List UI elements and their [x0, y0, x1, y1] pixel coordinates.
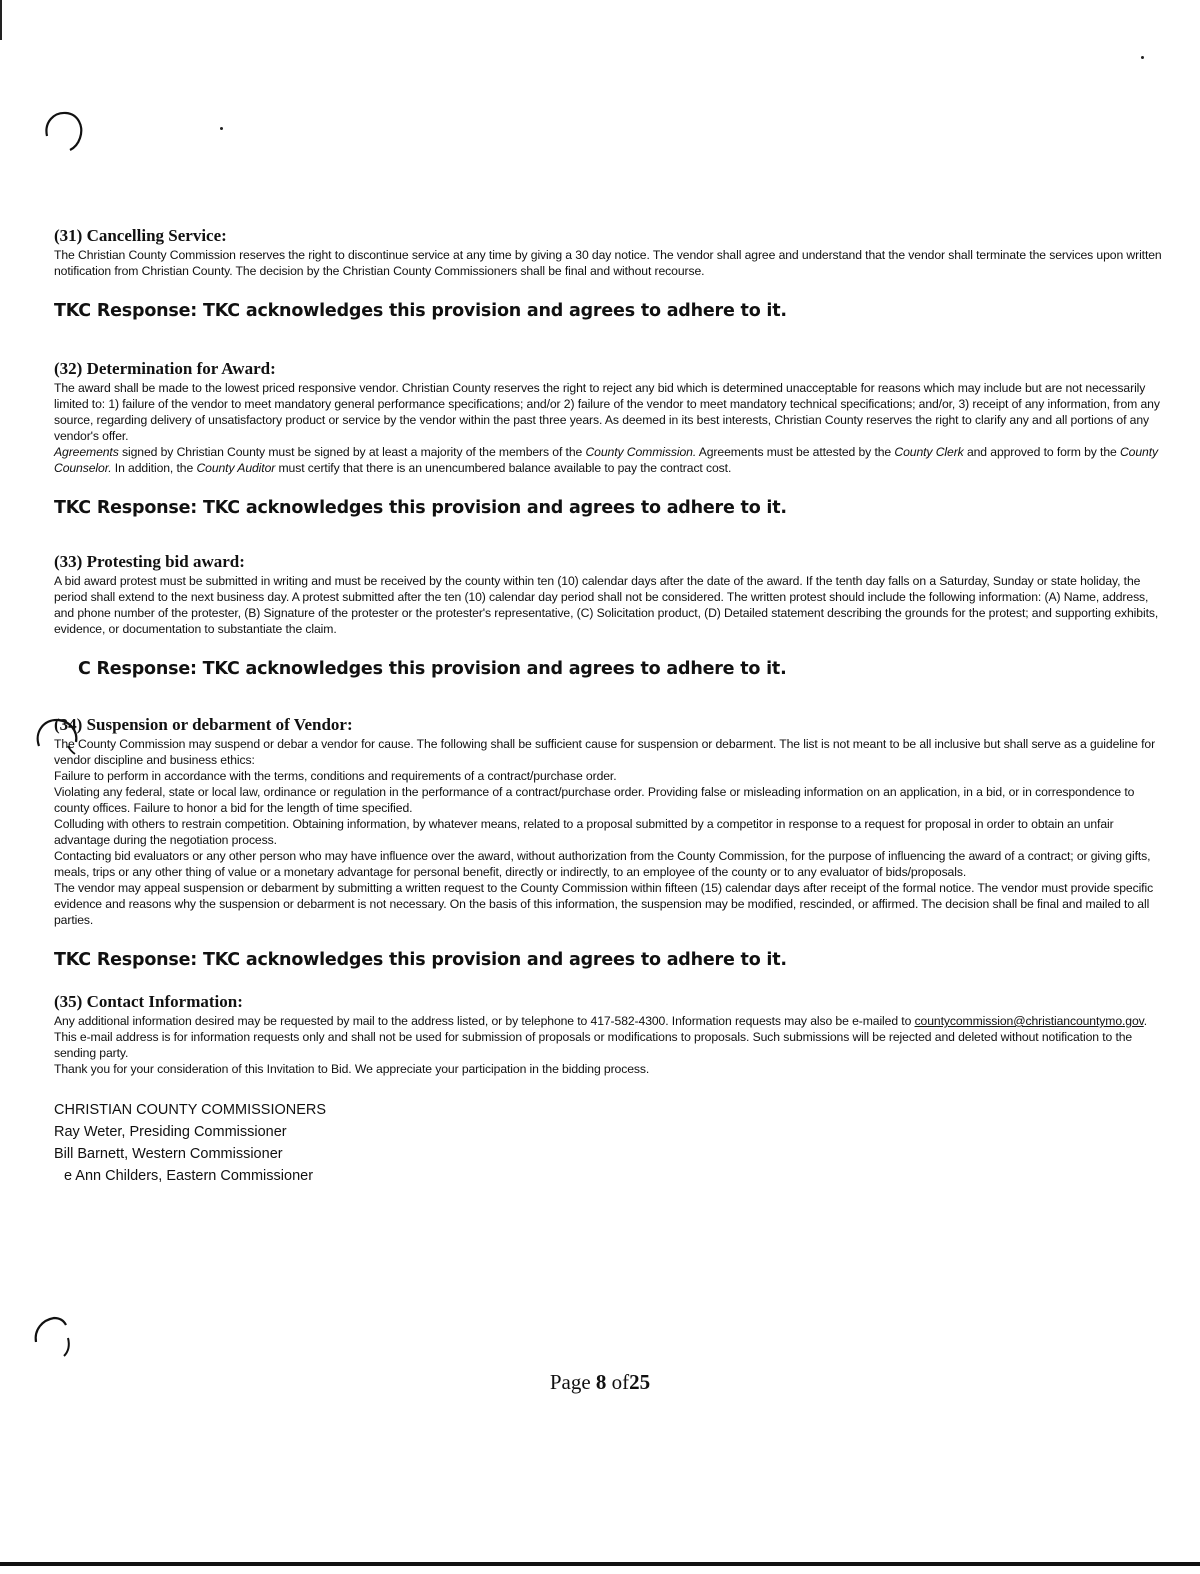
- text-run: Agreements must be attested by the: [696, 445, 895, 459]
- section-paragraph: A bid award protest must be submitted in writing and must be received by the county within ten (10) calendar days after the date of the award. If the tenth day falls on a Saturday, Sunday or state holiday, the period shall extend to the next business day. A protest submitted after the ten (10) calendar day period shall not be considered. The written protest should include the following information: (A) Name, address, and phone number of the protester, (B) Signature of the protester or the protester's representative, (C) Solicitation product, (D) Detailed statement describing the grounds for the protest; and supporting exhibits, evidence, or documentation to substantiate the claim.: [54, 574, 1159, 636]
- text-run: In addition, the: [111, 461, 197, 475]
- text-run: Any additional information desired may be requested by mail to the address listed, or by telephone to 417-582-4300. Information requests may also be e-mailed to: [54, 1014, 915, 1028]
- section-heading: (32) Determination for Award:: [54, 359, 276, 378]
- section-paragraph: Violating any federal, state or local law, ordinance or regulation in the performance of a contract/purchase order. Providing false or misleading information on an application, in a bid, or in correspondence to county offices. Failure to honor a bid for the length of time specified.: [54, 785, 1135, 815]
- agreements-paragraph: [54, 444, 1166, 476]
- section-33: [54, 552, 1166, 681]
- contact-paragraph: [54, 1013, 1166, 1061]
- section-heading: (34) Suspension or debarment of Vendor:: [54, 715, 353, 734]
- section-heading: (33) Protesting bid award:: [54, 552, 245, 571]
- section-heading: (31) Cancelling Service:: [54, 226, 227, 245]
- section-paragraph: The vendor may appeal suspension or debarment by submitting a written request to the County Commission within fifteen (15) calendar days after receipt of the formal notice. The vendor must provide specific evidence and reasons why the suspension or debarment is not necessary. On the basis of this information, the suspension may be modified, rescinded, or affirmed. The decision shall be final and mailed to all parties.: [54, 881, 1154, 927]
- italic-term: County Auditor: [196, 461, 276, 475]
- italic-term: County Counselor.: [54, 445, 1158, 475]
- italic-term: County Clerk: [894, 445, 964, 459]
- signature-block: [54, 1099, 1166, 1187]
- scan-speck: [1141, 56, 1144, 59]
- section-paragraph: Contacting bid evaluators or any other person who may have influence over the award, without authorization from the County Commission, for the purpose of influencing the award of a contract; or giving gifts, meals, trips or any other thing of value or a monetary advantage for personal benefit, directly or indirectly, to an employee of the county or to any evaluator of bids/proposals.: [54, 849, 1151, 879]
- section-32: [54, 359, 1166, 520]
- thank-you-text: Thank you for your consideration of this Invitation to Bid. We appreciate your participation in the bidding process.: [54, 1062, 650, 1076]
- signature-name: Bill Barnett, Western Commissioner: [54, 1146, 283, 1162]
- section-paragraph: Failure to perform in accordance with the terms, conditions and requirements of a contract/purchase order.: [54, 769, 617, 783]
- text-run: . This e-mail address is for information requests only and shall not be used for submission of proposals or modifications to proposals. Such submissions will be rejected and deleted without notification to the sending party.: [54, 1014, 1148, 1060]
- section-heading: (35) Contact Information:: [54, 992, 243, 1011]
- section-paragraph: The Christian County Commission reserves the right to discontinue service at any time by giving a 30 day notice. The vendor shall agree and understand that the vendor shall terminate the services upon written notification from Christian County. The decision by the Christian County Commissioners shall be final and without recourse.: [54, 248, 1162, 278]
- page-word: Page: [549, 1370, 591, 1394]
- text-run: and approved to form by the: [963, 445, 1120, 459]
- tkc-response: TKC Response: TKC acknowledges this provision and agrees to adhere to it.: [54, 950, 787, 970]
- signature-name: Ray Weter, Presiding Commissioner: [54, 1124, 287, 1140]
- punch-hole-mark-bottom: [32, 1312, 72, 1360]
- document-body: [54, 226, 1166, 1187]
- page-total: 25: [629, 1370, 651, 1394]
- page-footer: [0, 1370, 1200, 1395]
- page-number: 8: [595, 1370, 607, 1394]
- of-word: of: [611, 1370, 630, 1394]
- section-31: [54, 226, 1166, 323]
- tkc-response: C Response: TKC acknowledges this provision and agrees to adhere to it.: [78, 659, 787, 679]
- tkc-response: TKC Response: TKC acknowledges this provision and agrees to adhere to it.: [54, 498, 787, 518]
- section-35: [54, 992, 1166, 1077]
- italic-term: County Commission.: [585, 445, 697, 459]
- text-run: signed by Christian County must be signed by at least a majority of the members of the: [118, 445, 586, 459]
- punch-hole-mark-top: [44, 110, 84, 152]
- section-paragraph: The County Commission may suspend or debar a vendor for cause. The following shall be sufficient cause for suspension or debarment. The list is not meant to be all inclusive but shall serve as a guideline for vendor discipline and business ethics:: [54, 737, 1156, 767]
- italic-term: Agreements: [54, 445, 119, 459]
- text-run: must certify that there is an unencumbered balance available to pay the contract cost.: [275, 461, 732, 475]
- email-link[interactable]: countycommission@christiancountymo.gov: [914, 1014, 1144, 1028]
- section-34: [54, 715, 1166, 972]
- tkc-response: TKC Response: TKC acknowledges this provision and agrees to adhere to it.: [54, 301, 787, 321]
- scan-speck: [220, 127, 223, 130]
- signature-org: CHRISTIAN COUNTY COMMISSIONERS: [54, 1102, 327, 1118]
- signature-name: e Ann Childers, Eastern Commissioner: [64, 1168, 314, 1184]
- section-paragraph: Colluding with others to restrain competition. Obtaining information, by whatever means, related to a proposal submitted by a competitor in response to a request for proposal in order to obtain an unfair advantage during the negotiation process.: [54, 817, 1114, 847]
- scan-edge-bottom: [0, 1562, 1200, 1566]
- section-paragraph: The award shall be made to the lowest priced responsive vendor. Christian County reserves the right to reject any bid which is determined unacceptable for reasons which may include but are not necessarily limited to: 1) failure of the vendor to meet mandatory general performance specifications; and/or 2) failure of the vendor to meet mandatory technical specifications; and/or, 3) receipt of any information, from any source, regarding delivery of unsatisfactory product or service by the vendor within the past three years. As deemed in its best interests, Christian County reserves the right to clarify any and all portions of any vendor's offer.: [54, 381, 1160, 443]
- scan-edge-left: [0, 0, 2, 40]
